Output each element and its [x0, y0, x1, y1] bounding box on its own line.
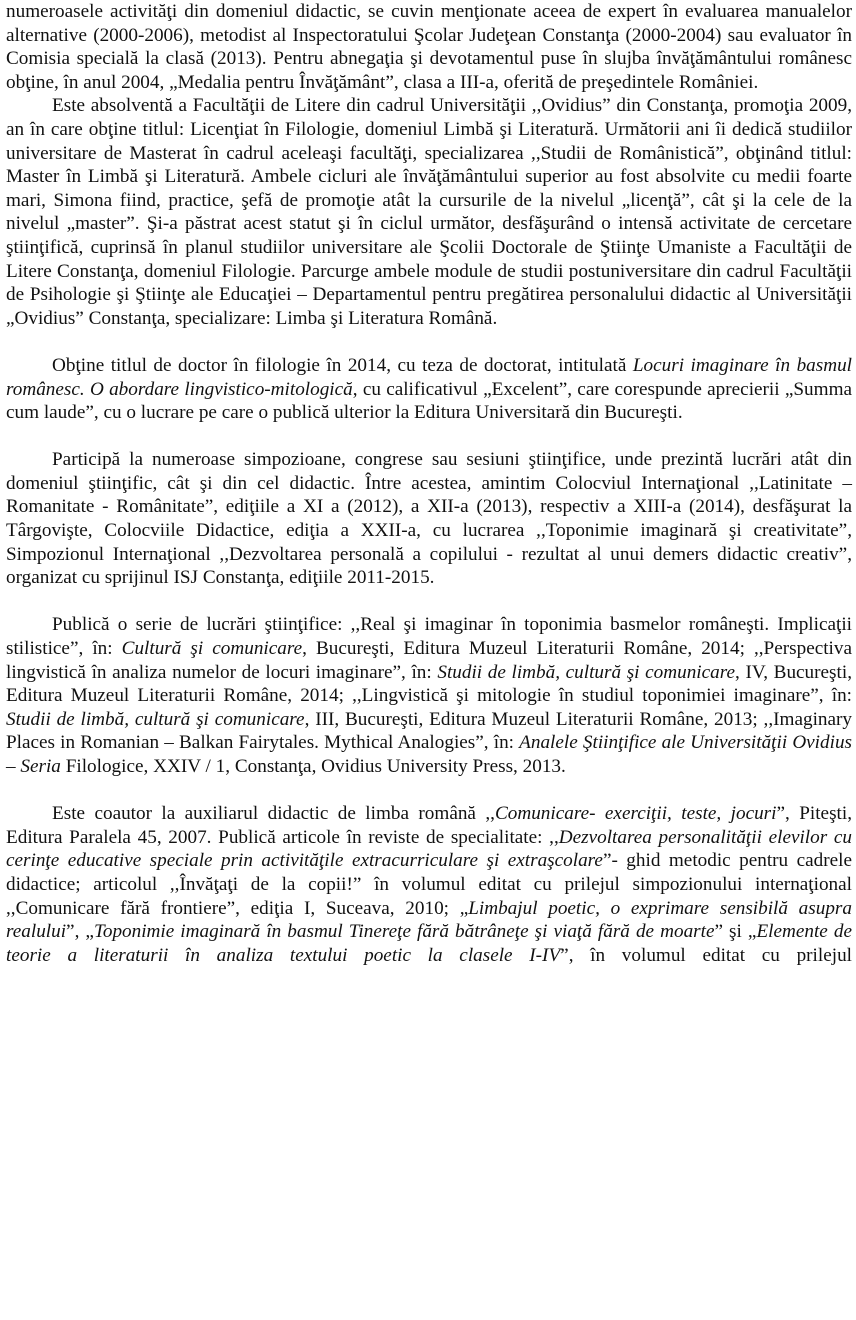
paragraph-awards — [6, 0, 852, 94]
italic-title-text: Studii de limbă, cultură şi comunicare — [6, 708, 305, 730]
paragraph-conferences — [6, 448, 852, 590]
paragraph-text: , Bucureşti, Editura Muzeul Literaturii Române, 2014; ,,Perspectiva lingvistică în analiza numelor de locuri imaginare”, în: — [6, 638, 852, 683]
paragraph-education — [6, 94, 852, 330]
paragraph-text: Participă la numeroase simpozioane, congrese sau sesiuni ştiinţifice, unde prezintă lucrări atât din domeniul ştiinţific, cât şi din cel didactic. Între acestea, amintim Colocviul Internaţional ,,Latinitate – Romanitate - Românitate”, ediţiile a XI a (2012), a XII-a (2013), respectiv a XIII-a (2014), desfăşurat la Târgovişte, Colocviile Didactice, ediţia a XXII-a, cu lucrarea ,,Toponimie imaginară şi creativitate”, Simpozionul Internaţional ,,Dezvoltarea personală a copilului - rezultat al unui demers didactic creativ”, organizat cu sprijinul ISJ Constanţa, ediţiile 2011-2015. — [6, 449, 852, 589]
paragraph-text: ”, „ — [66, 921, 94, 943]
paragraph-text: Publică o serie de lucrări ştiinţifice: ,,Real şi imaginar în toponimia basmelor româneşti. Implicaţii stilistice”, în: — [6, 614, 852, 660]
italic-title-text: Limbajul poetic, o exprimare sensibilă asupra realului — [6, 897, 852, 943]
paragraph-text: Este coautor la auxiliarul didactic de limba română ,, — [52, 803, 495, 825]
italic-title-text: Elemente de teorie a literaturii în analiza textului poetic la clasele I-IV — [6, 921, 852, 966]
paragraph-publications — [6, 613, 852, 778]
italic-title-text: Dezvoltarea personalităţii elevilor cu cerinţe educative speciale prin activităţile extracurriculare şi extraşcolare — [6, 826, 852, 872]
paragraph-text: ”, în volumul editat cu prilejul — [560, 944, 852, 966]
paragraph-doctorate — [6, 354, 852, 425]
paragraph-text: ” şi „ — [714, 921, 757, 943]
paragraph-text: , IV, Bucureşti, Editura Muzeul Literaturii Române, 2014; ,,Lingvistică şi mitologie în studiul toponimiei imaginare”, în: — [6, 661, 852, 707]
paragraph-text: ”- ghid metodic pentru cadrele didactice; articolul ,,Învăţaţi de la copii!” în volumul editat cu prilejul simpozionului internaţional ,,Comunicare fără frontiere”, ediţia I, Suceava, 2010; „ — [6, 850, 852, 919]
italic-title-text: Analele Ştiinţifice ale Universităţii Ovidius – Seria — [6, 732, 853, 777]
paragraph-text: , III, Bucureşti, Editura Muzeul Literaturii Române, 2013; ,,Imaginary Places in Romanian – Balkan Fairytales. Mythical Analogies”, în: — [6, 708, 852, 754]
paragraph-text: numeroasele activităţi din domeniul didactic, se cuvin menţionate aceea de expert în evaluarea manualelor alternative (2000-2006), metodist al Inspectoratului Şcolar Judeţean Constanţa (2000-2004) sau evaluator în Comisia specială la clasă (2013). Pentru abnegaţia şi devotamentul puse în slujba învăţământului românesc obţine, în anul 2004, „Medalia pentru Învăţământ”, clasa a III-a, oferită de preşedintele României. — [6, 1, 852, 93]
document-page — [6, 0, 852, 967]
paragraph-text: , cu calificativul „Excelent”, care corespunde aprecierii „Summa cum laude”, cu o lucrare pe care o publică ulterior la Editura Universitară din Bucureşti. — [6, 378, 853, 424]
paragraph-coauthor — [6, 802, 852, 967]
italic-title-text: Toponimie imaginară în basmul Tinereţe fără bătrâneţe şi viaţă fără de moarte — [93, 921, 715, 943]
paragraph-text: ”, Piteşti, Editura Paralela 45, 2007. Publică articole în reviste de specialitate: ,, — [6, 803, 852, 848]
paragraph-text: Obţine titlul de doctor în filologie în 2014, cu teza de doctorat, intitulată — [52, 354, 633, 376]
paragraph-text: Filologice, XXIV / 1, Constanţa, Ovidius University Press, 2013. — [60, 756, 566, 777]
italic-title-text: Comunicare- exerciţii, teste, jocuri — [494, 803, 777, 825]
italic-title-text: Locuri imaginare în basmul românesc. O abordare lingvistico-mitologică — [6, 354, 852, 400]
italic-title-text: Cultură şi comunicare — [121, 638, 303, 660]
italic-title-text: Studii de limbă, cultură şi comunicare — [437, 661, 736, 683]
paragraph-text: Este absolventă a Facultăţii de Litere din cadrul Universităţii ,,Ovidius” din Constanţa, promoţia 2009, an în care obţine titlul: Licenţiat în Filologie, domeniul Limbă şi Literatură. Următorii ani îi dedică studiilor universitare de Masterat în cadrul aceleaşi facultăţi, specializarea ,,Studii de Românistică”, obţinând titlul: Master în Limbă şi Literatură. Ambele cicluri ale învăţământului superior au fost absolvite cu medii foarte mari, Simona fiind, practice, şefă de promoţie atât la cursurile de la nivelul „licenţă”, cât şi la cele de la nivelul „master”. Şi-a păstrat acest statut şi în ciclul următor, desfăşurând o intensă activitate de cercetare ştiinţifică, cuprinsă în planul studiilor universitare ale Şcolii Doctorale de Ştiinţe Umaniste a Facultăţii de Litere Constanţa, domeniul Filologie. Parcurge ambele module de studii postuniversitare din cadrul Facultăţii de Psihologie şi Ştiinţe ale Educaţiei – Departamentul pentru pregătirea personalului didactic al Universităţii „Ovidius” Constanţa, specializare: Limba şi Literatura Română. — [6, 95, 852, 329]
